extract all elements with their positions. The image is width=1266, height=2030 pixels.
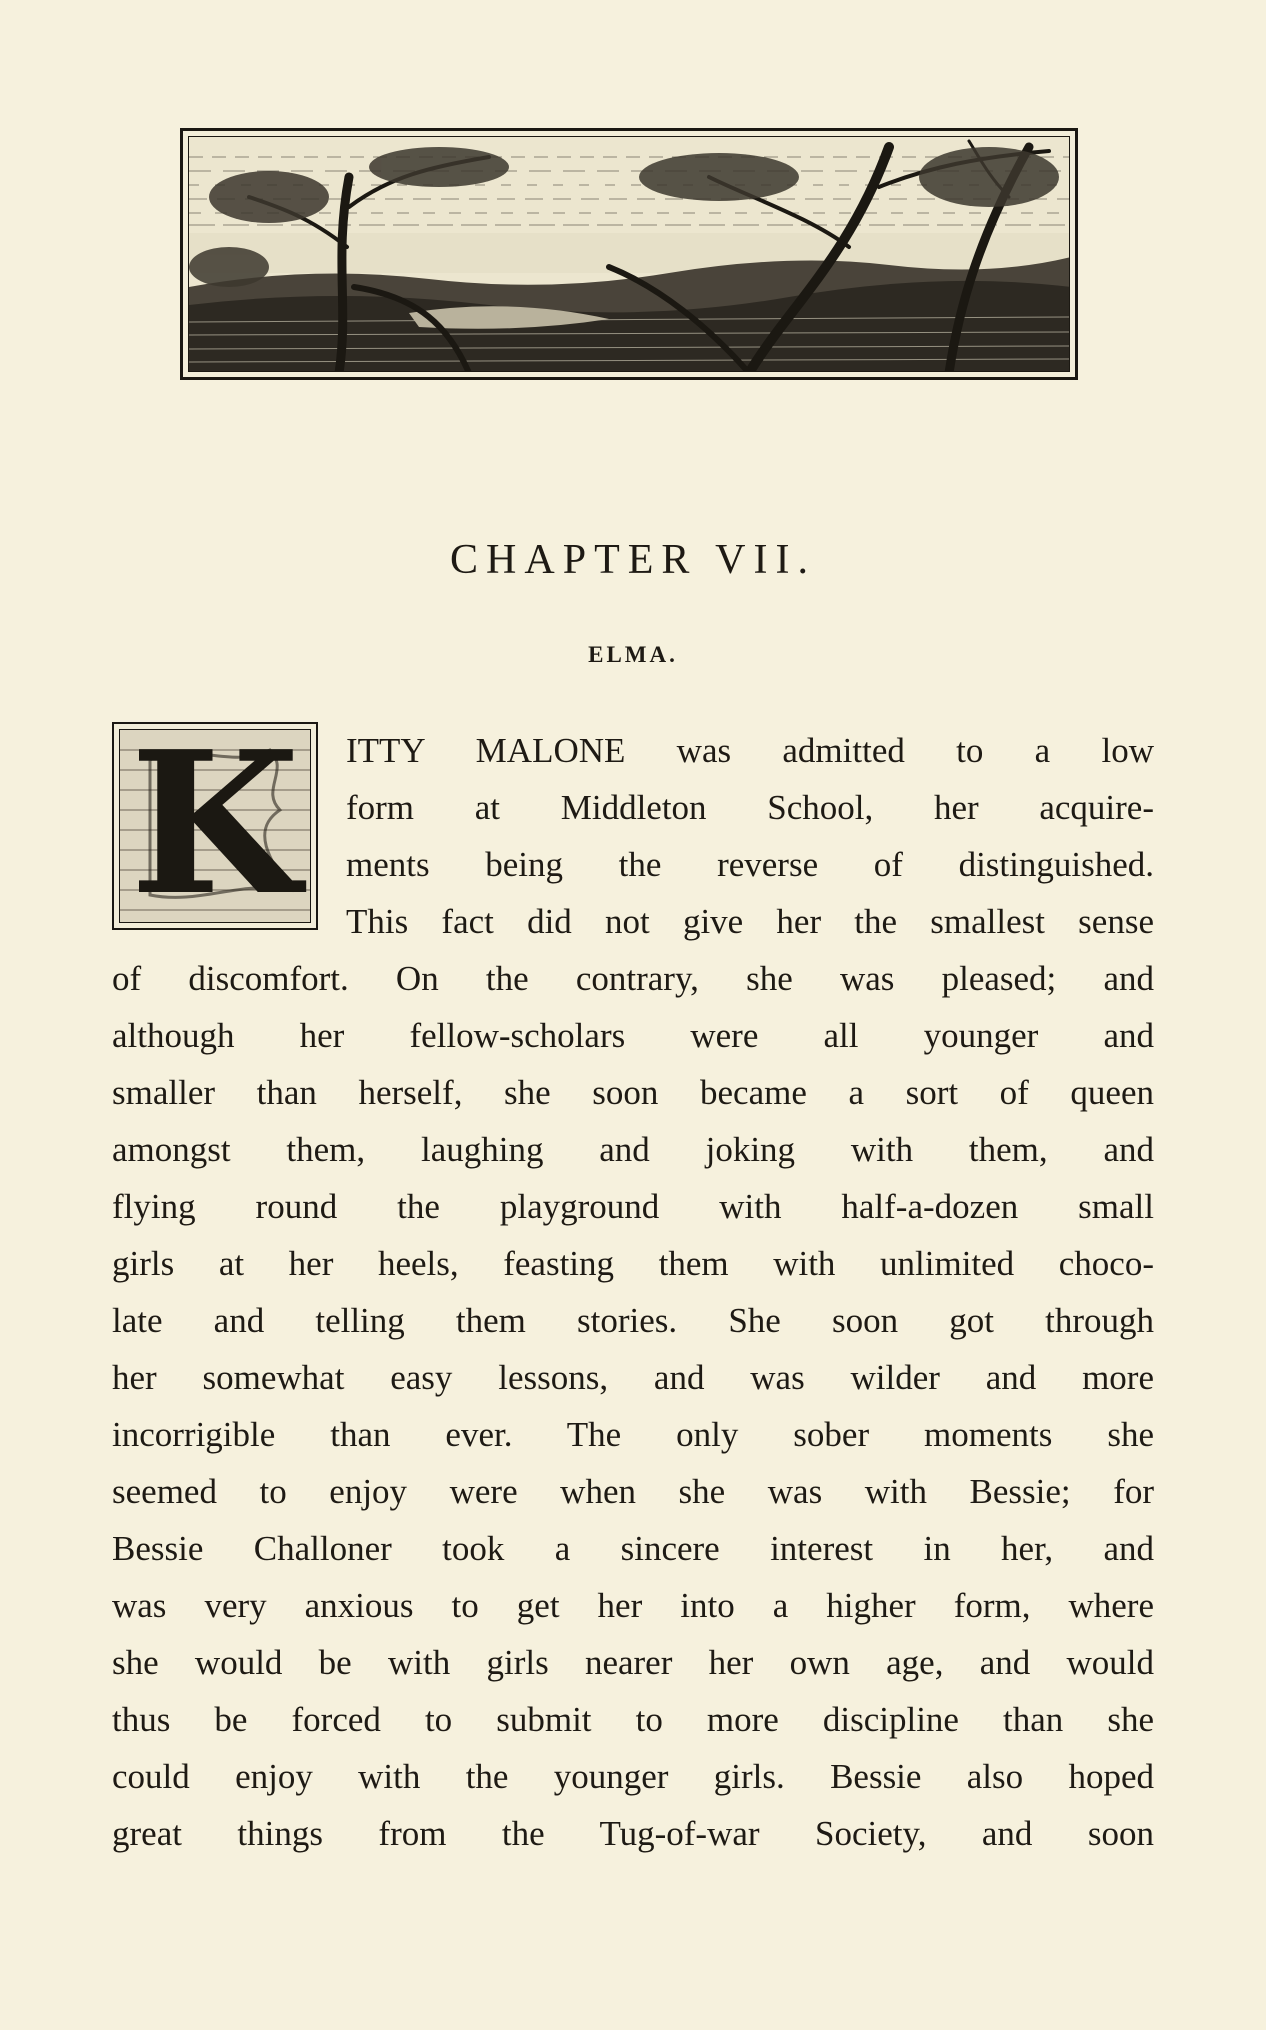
text-line: of discomfort. On the contrary, she was pleased; and <box>112 959 1154 998</box>
text-line: amongst them, laughing and joking with them, and <box>112 1130 1154 1169</box>
chapter-title: CHAPTER VII. <box>450 537 816 583</box>
text-line: late and telling them stories. She soon got through <box>112 1301 1154 1340</box>
text-line: flying round the playground with half-a-dozen small <box>112 1187 1154 1226</box>
text-line: could enjoy with the younger girls. Bessie also hoped <box>112 1757 1154 1796</box>
text-line: ments being the reverse of distinguished. <box>346 845 1154 884</box>
text-line: she would be with girls nearer her own age, and would <box>112 1643 1154 1682</box>
text-line: although her fellow-scholars were all younger and <box>112 1016 1154 1055</box>
text-line: great things from the Tug-of-war Society, and soon <box>112 1814 1154 1853</box>
landscape-engraving-icon <box>188 136 1070 372</box>
chapter-subtitle: ELMA. <box>588 642 678 667</box>
drop-cap-letter: K <box>129 729 301 923</box>
text-line: thus be forced to submit to more discipline than she <box>112 1700 1154 1739</box>
text-line: seemed to enjoy were when she was with Bessie; for <box>112 1472 1154 1511</box>
landscape-engraving <box>180 128 1078 380</box>
text-line: This fact did not give her the smallest sense <box>346 902 1154 941</box>
text-line: her somewhat easy lessons, and was wilder and more <box>112 1358 1154 1397</box>
text-line: smaller than herself, she soon became a sort of queen <box>112 1073 1154 1112</box>
text-line: form at Middleton School, her acquire- <box>346 788 1154 827</box>
text-line: girls at her heels, feasting them with unlimited choco- <box>112 1244 1154 1283</box>
text-line: ITTY MALONE was admitted to a low <box>346 731 1154 770</box>
body-text <box>112 722 1154 1862</box>
text-line: Bessie Challoner took a sincere interest in her, and <box>112 1529 1154 1568</box>
text-line: incorrigible than ever. The only sober moments she <box>112 1415 1154 1454</box>
text-line: was very anxious to get her into a higher form, where <box>112 1586 1154 1625</box>
